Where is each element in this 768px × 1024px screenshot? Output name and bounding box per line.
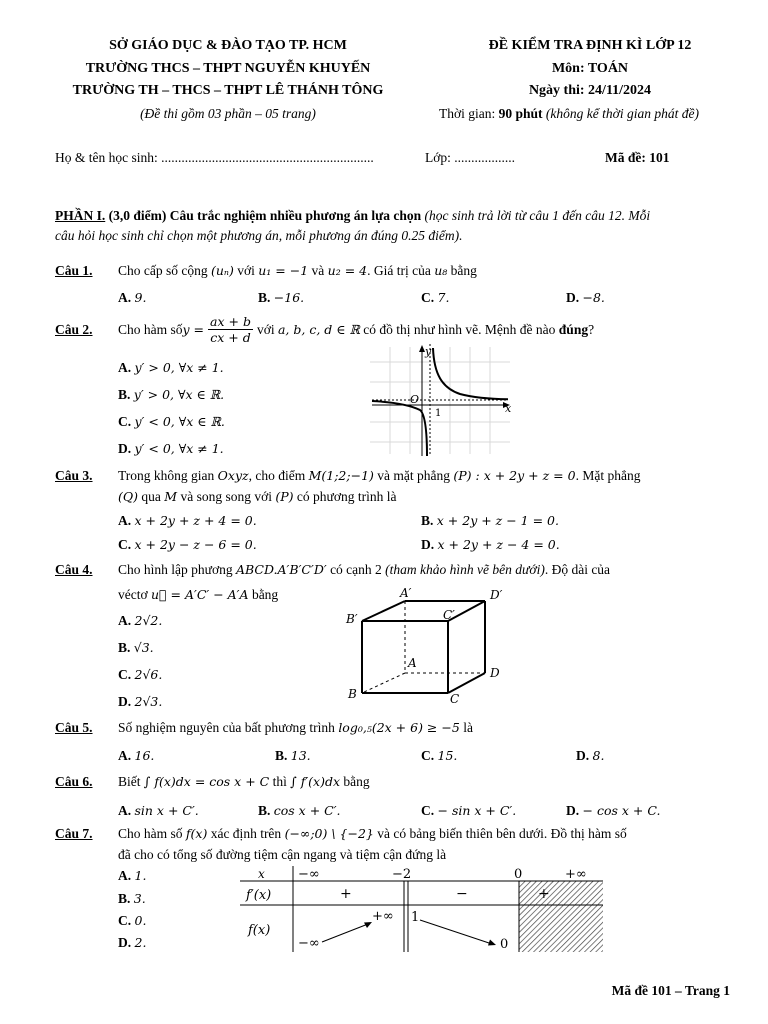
school-name-2: TRƯỜNG TH – THCS – THPT LÊ THÁNH TÔNG bbox=[72, 83, 384, 98]
option-b[interactable]: B. 13. bbox=[275, 748, 311, 763]
option-c[interactable]: C. 15. bbox=[421, 748, 458, 763]
option-d[interactable]: D. 2√3. bbox=[118, 694, 163, 709]
sign-plus-hatched: + bbox=[538, 886, 550, 902]
student-name-field[interactable]: Họ & tên học sinh: ............................................................... bbox=[55, 150, 374, 165]
option-d[interactable]: D. −8. bbox=[566, 290, 605, 305]
question-4-label: Câu 4. bbox=[55, 562, 93, 577]
option-d[interactable]: D. x + 2y + z − 4 = 0. bbox=[421, 537, 560, 552]
question-1-text: Cho cấp số cộng (uₙ) với u₁ = −1 và u₂ = 4. Giá trị của u₈ bằng bbox=[118, 263, 477, 278]
x-value-minus-2: −2 bbox=[392, 867, 412, 882]
option-c[interactable]: C. 7. bbox=[421, 290, 450, 305]
option-a[interactable]: A. sin x + C′. bbox=[118, 803, 199, 818]
question-7-text-line1: Cho hàm số f(x) xác định trên (−∞;0) \ {−2} và có bảng biến thiên bên dưới. Đồ thị hàm số bbox=[118, 826, 627, 841]
exam-code: Mã đề: 101 bbox=[605, 150, 670, 165]
x-value-0: 0 bbox=[514, 867, 523, 882]
question-6-label: Câu 6. bbox=[55, 774, 93, 789]
y-axis-label: y bbox=[425, 345, 432, 358]
left-branch bbox=[372, 401, 427, 456]
value-neg-inf: −∞ bbox=[298, 936, 320, 951]
option-a[interactable]: A. 9. bbox=[118, 290, 147, 305]
question-4-text-line2: véctơ u⃗ = A′C′ − A′A bằng bbox=[118, 587, 279, 602]
option-a[interactable]: A. 2√2. bbox=[118, 613, 163, 628]
option-a[interactable]: A. 16. bbox=[118, 748, 155, 763]
sign-plus: + bbox=[340, 886, 352, 902]
school-name-1: TRƯỜNG THCS – THPT NGUYỄN KHUYẾN bbox=[85, 61, 371, 76]
value-one: 1 bbox=[411, 910, 420, 925]
vertex-c: C bbox=[450, 692, 460, 705]
question-3-text-line2: (Q) qua M và song song với (P) có phương trình là bbox=[118, 489, 397, 504]
undefined-region bbox=[519, 881, 603, 952]
fraction: $\frac{ax + b}{cx + d}$ bbox=[210, 314, 251, 345]
option-a[interactable]: A. x + 2y + z + 4 = 0. bbox=[118, 513, 257, 528]
option-c[interactable]: C. 0. bbox=[118, 913, 147, 928]
question-5-label: Câu 5. bbox=[55, 720, 93, 735]
vertex-a-prime: A′ bbox=[400, 586, 412, 600]
vertex-b-prime: B′ bbox=[346, 612, 358, 626]
variation-table bbox=[240, 866, 605, 954]
subject: Môn: TOÁN bbox=[551, 61, 629, 76]
exam-pages-note: (Đề thi gồm 03 phần – 05 trang) bbox=[140, 106, 316, 121]
exam-duration: Thời gian: 90 phút (không kể thời gian phát đề) bbox=[439, 106, 699, 121]
question-7-text-line2: đã cho có tổng số đường tiệm cận ngang và tiệm cận đứng là bbox=[118, 847, 447, 862]
exam-date: Ngày thi: 24/11/2024 bbox=[528, 83, 652, 98]
option-a[interactable]: A. 1. bbox=[118, 868, 147, 883]
option-b[interactable]: B. √3. bbox=[118, 640, 154, 655]
option-c[interactable]: C. − sin x + C′. bbox=[421, 803, 517, 818]
option-b[interactable]: B. 3. bbox=[118, 891, 146, 906]
value-zero: 0 bbox=[500, 937, 509, 952]
question-3-label: Câu 3. bbox=[55, 468, 93, 483]
tick-1-label: 1 bbox=[435, 408, 442, 419]
x-value-neg-inf: −∞ bbox=[298, 867, 320, 882]
cube-figure bbox=[340, 585, 515, 705]
class-field[interactable]: Lớp: .................. bbox=[425, 150, 516, 165]
option-b[interactable]: B. −16. bbox=[258, 290, 305, 305]
section-heading: PHẦN I. (3,0 điểm) Câu trắc nghiệm nhiều phương án lựa chọn (học sinh trả lời từ câu 1 đến câu 12. Mỗi bbox=[55, 208, 651, 223]
department-name: SỞ GIÁO DỤC & ĐÀO TẠO TP. HCM bbox=[109, 38, 347, 53]
row-label-x: x bbox=[258, 867, 265, 881]
page-footer: Mã đề 101 – Trang 1 bbox=[611, 983, 730, 998]
option-b[interactable]: B. cos x + C′. bbox=[258, 803, 341, 818]
row-label-function: f(x) bbox=[248, 923, 271, 938]
option-a[interactable]: A. y′ > 0, ∀x ≠ 1. bbox=[118, 360, 224, 375]
question-1-label: Câu 1. bbox=[55, 263, 93, 278]
vertex-c-prime: C′ bbox=[443, 608, 455, 622]
vertex-a: A bbox=[408, 656, 417, 670]
option-d[interactable]: D. y′ < 0, ∀x ≠ 1. bbox=[118, 441, 224, 456]
option-d[interactable]: D. 2. bbox=[118, 935, 147, 950]
option-c[interactable]: C. x + 2y − z − 6 = 0. bbox=[118, 537, 257, 552]
question-3-text-line1: Trong không gian Oxyz, cho điểm M(1;2;−1) và mặt phẳng (P) : x + 2y + z = 0. Mặt phẳng bbox=[118, 468, 641, 483]
option-b[interactable]: B. y′ > 0, ∀x ∈ ℝ. bbox=[118, 387, 225, 402]
vertex-d-prime: D′ bbox=[490, 588, 503, 602]
question-6-text: Biết ∫ f(x)dx = cos x + C thì ∫ f′(x)dx bằng bbox=[118, 774, 370, 789]
question-5-text: Số nghiệm nguyên của bất phương trình log₀,₅(2x + 6) ≥ −5 là bbox=[118, 720, 473, 735]
section-note: câu hỏi học sinh chỉ chọn một phương án, mỗi phương án đúng 0.25 điểm). bbox=[55, 228, 463, 243]
hyperbola-graph bbox=[370, 342, 515, 458]
question-2-text: Cho hàm số y = $\frac{ax + b}{cx + d}$ với a, b, c, d ∈ ℝ có đồ thị như hình vẽ. Mệnh đề nào đúng ? bbox=[118, 314, 595, 345]
x-value-pos-inf: +∞ bbox=[565, 867, 587, 882]
origin-label: O bbox=[410, 393, 420, 406]
option-c[interactable]: C. y′ < 0, ∀x ∈ ℝ. bbox=[118, 414, 225, 429]
sign-minus: − bbox=[456, 886, 468, 902]
question-4-text-line1: Cho hình lập phương ABCD.A′B′C′D′ có cạnh 2 (tham khảo hình vẽ bên dưới). Độ dài của bbox=[118, 562, 611, 577]
option-d[interactable]: D. − cos x + C. bbox=[566, 803, 661, 818]
value-pos-inf: +∞ bbox=[372, 909, 394, 924]
option-d[interactable]: D. 8. bbox=[576, 748, 605, 763]
question-2-label: Câu 2. bbox=[55, 322, 93, 337]
option-b[interactable]: B. x + 2y + z − 1 = 0. bbox=[421, 513, 559, 528]
vertex-d: D bbox=[490, 666, 500, 680]
exam-title: ĐỀ KIỂM TRA ĐỊNH KÌ LỚP 12 bbox=[488, 38, 692, 53]
row-label-derivative: f′(x) bbox=[246, 888, 272, 903]
vertex-b: B bbox=[348, 687, 357, 701]
x-axis-label: x bbox=[505, 402, 512, 415]
option-c[interactable]: C. 2√6. bbox=[118, 667, 163, 682]
question-7-label: Câu 7. bbox=[55, 826, 93, 841]
